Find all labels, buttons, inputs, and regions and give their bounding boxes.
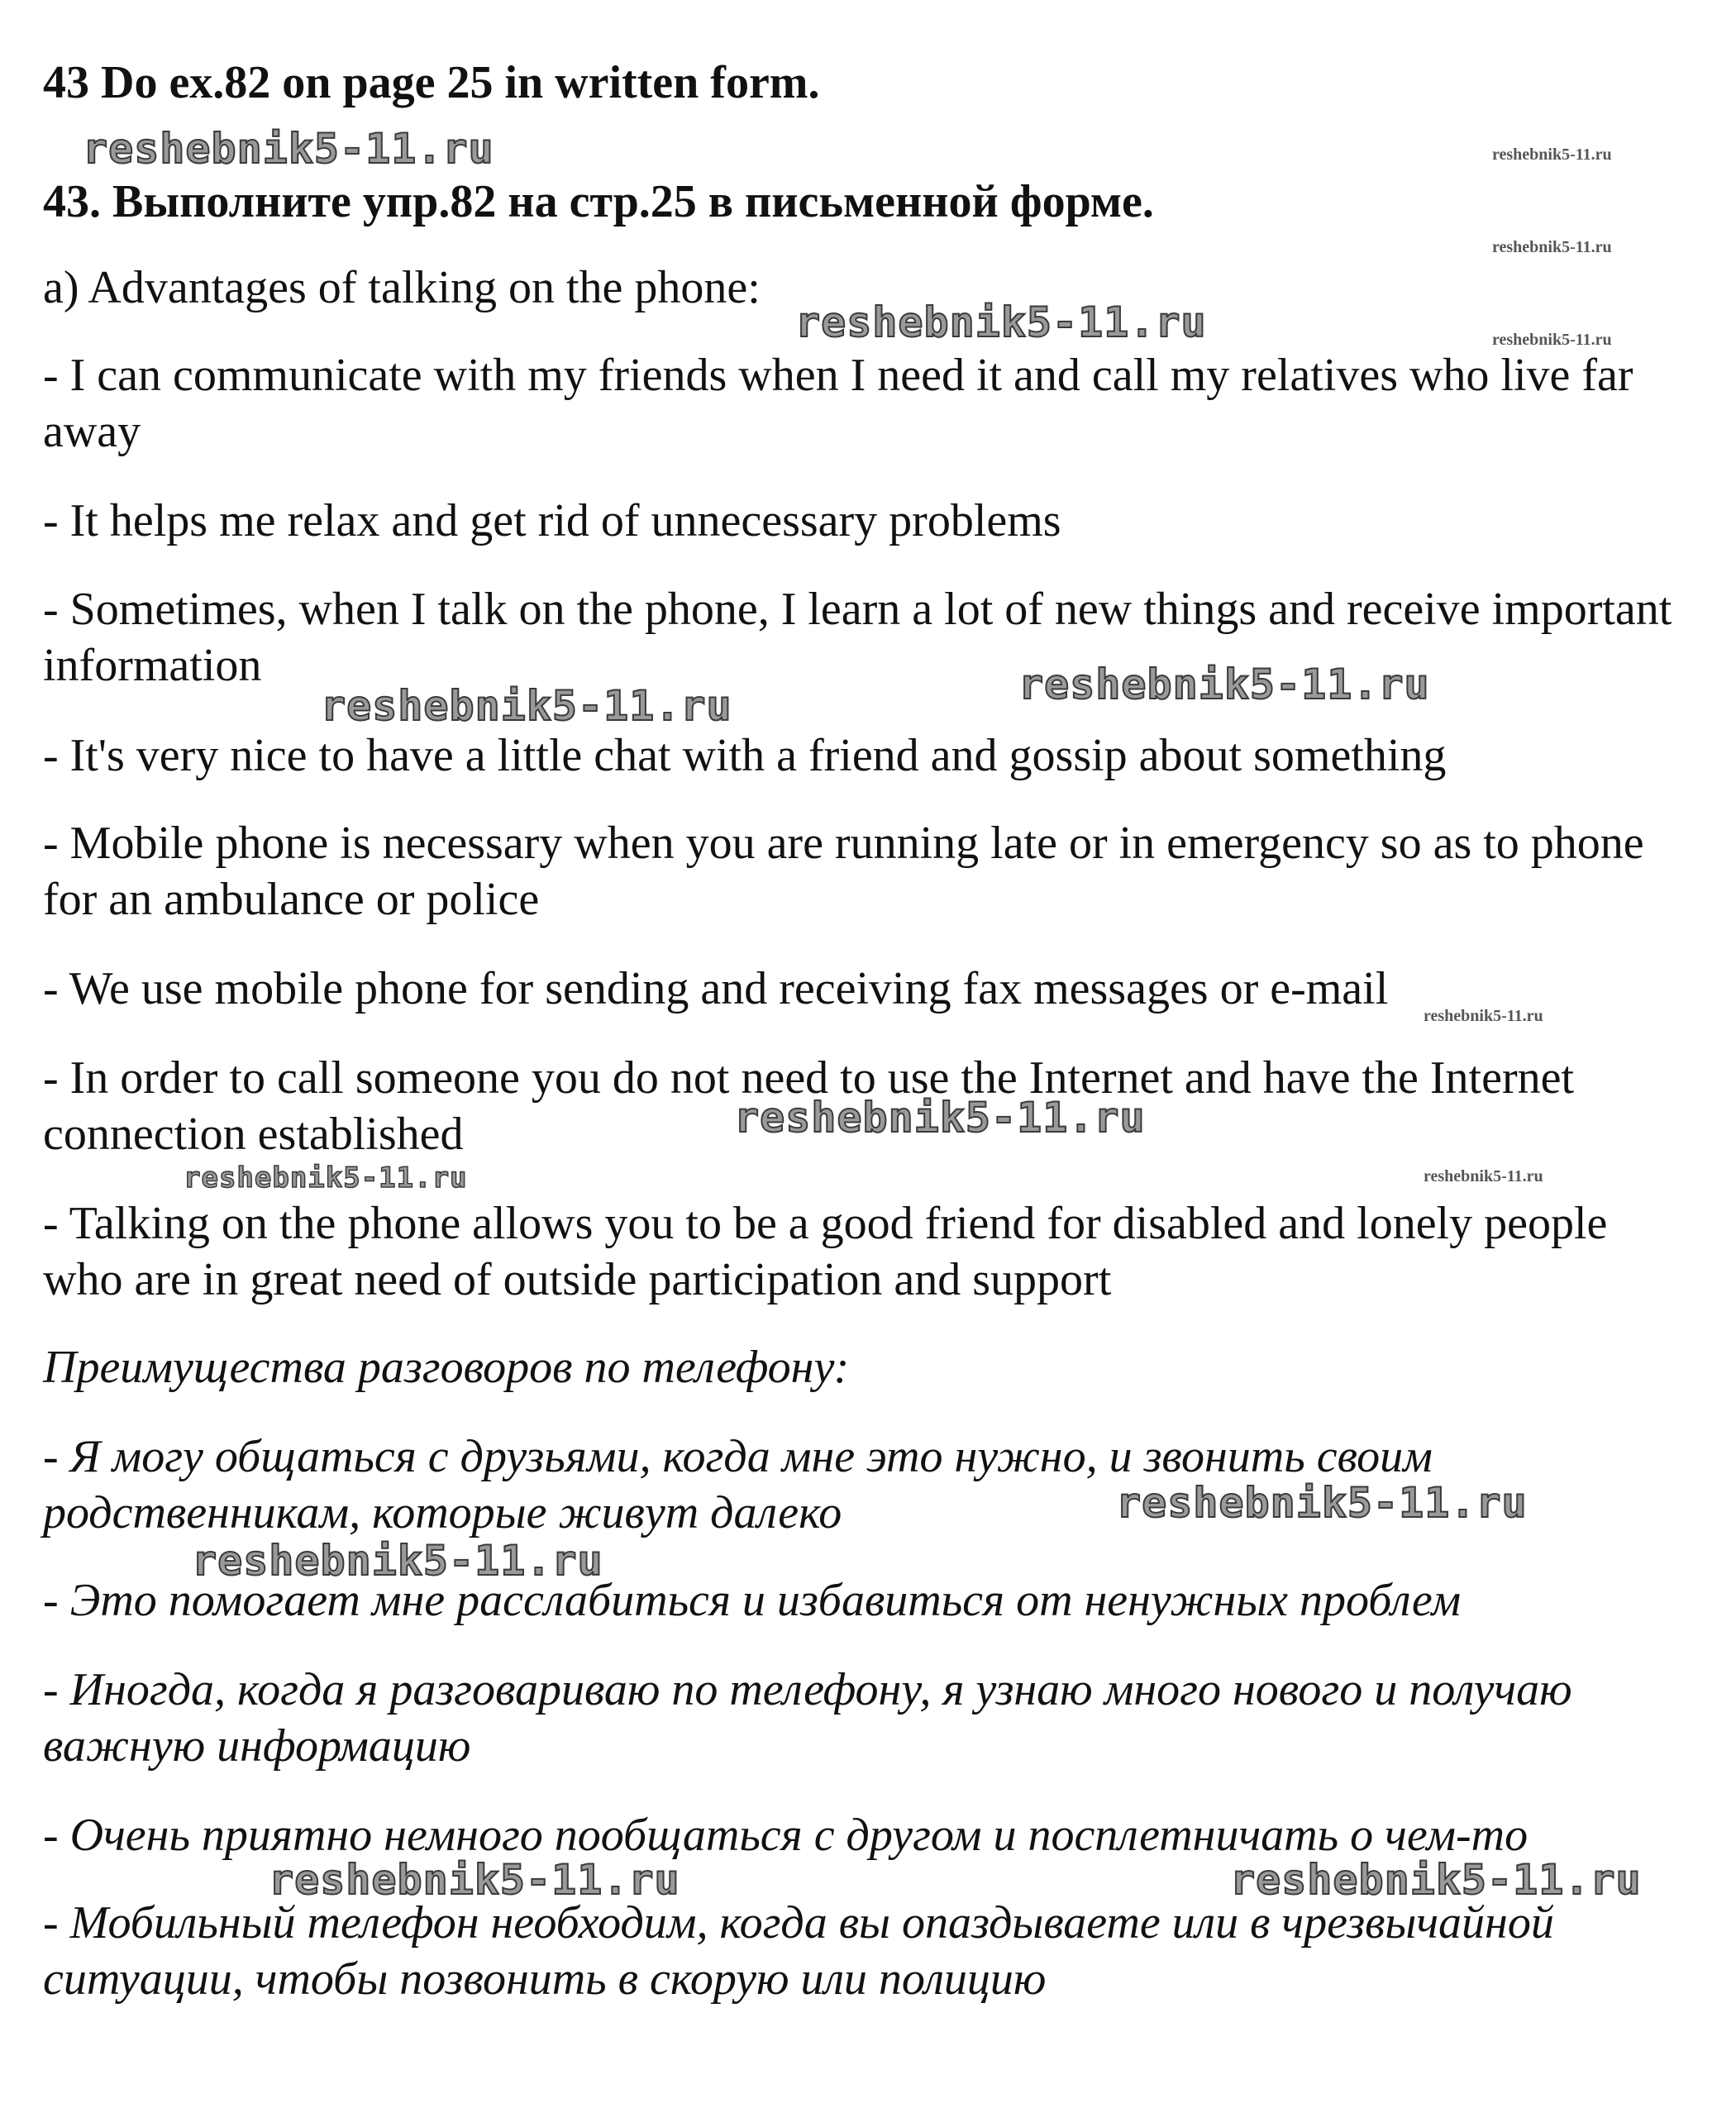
item-en-2: - It helps me relax and get rid of unnecessary problems <box>43 495 1061 546</box>
watermark: reshebnik5-11.ru <box>269 1856 680 1904</box>
item-en-7: - In order to call someone you do not need to use the Internet and have the Internet connection established <box>43 1052 1575 1160</box>
item-en-6: - We use mobile phone for sending and receiving fax messages or e-mail <box>43 963 1389 1014</box>
item-ru-3: - Иногда, когда я разговариваю по телефону, я узнаю много нового и получаю важную информацию <box>43 1664 1572 1772</box>
watermark-small: reshebnik5-11.ru <box>1492 331 1612 349</box>
item-en-8: - Talking on the phone allows you to be a good friend for disabled and lonely people who are in great need of outside participation and support <box>43 1198 1608 1305</box>
watermark: reshebnik5-11.ru <box>795 298 1207 346</box>
item-en-4: - It's very nice to have a little chat with a friend and gossip about something <box>43 730 1447 781</box>
watermark-small: reshebnik5-11.ru <box>1492 238 1612 256</box>
watermark: reshebnik5-11.ru <box>321 682 732 730</box>
watermark-small: reshebnik5-11.ru <box>1424 1007 1543 1025</box>
item-ru-4: - Очень приятно немного пообщаться с другом и посплетничать о чем-то <box>43 1810 1529 1861</box>
watermark: reshebnik5-11.ru <box>83 125 494 173</box>
watermark: reshebnik5-11.ru <box>1230 1856 1642 1904</box>
item-en-3: - Sometimes, when I talk on the phone, I learn a lot of new things and receive important information <box>43 584 1672 691</box>
item-ru-2: - Это помогает мне расслабиться и избавиться от ненужных проблем <box>43 1575 1462 1626</box>
watermark: reshebnik5-11.ru <box>184 1161 468 1195</box>
watermark-small: reshebnik5-11.ru <box>1424 1167 1543 1185</box>
section-en-title: a) Advantages of talking on the phone: <box>43 262 761 313</box>
watermark: reshebnik5-11.ru <box>1018 661 1430 708</box>
item-en-5: - Mobile phone is necessary when you are running late or in emergency so as to phone for an ambulance or police <box>43 818 1644 925</box>
item-ru-5: - Мобильный телефон необходим, когда вы опаздываете или в чрезвычайной ситуации, чтобы позвонить в скорую или полицию <box>43 1897 1554 2005</box>
watermark: reshebnik5-11.ru <box>1116 1479 1528 1527</box>
item-ru-1: - Я могу общаться с друзьями, когда мне это нужно, и звонить своим родственникам, которые живут далеко <box>43 1431 1433 1538</box>
watermark-small: reshebnik5-11.ru <box>1492 145 1612 164</box>
item-en-1: - I can communicate with my friends when I need it and call my relatives who live far away <box>43 350 1633 457</box>
heading-ru: 43. Выполните упр.82 на стр.25 в письменной форме. <box>43 176 1154 227</box>
watermark: reshebnik5-11.ru <box>192 1537 603 1585</box>
section-ru-title: Преимущества разговоров по телефону: <box>43 1342 850 1393</box>
heading-en: 43 Do ex.82 on page 25 in written form. <box>43 57 820 108</box>
watermark: reshebnik5-11.ru <box>734 1094 1146 1142</box>
